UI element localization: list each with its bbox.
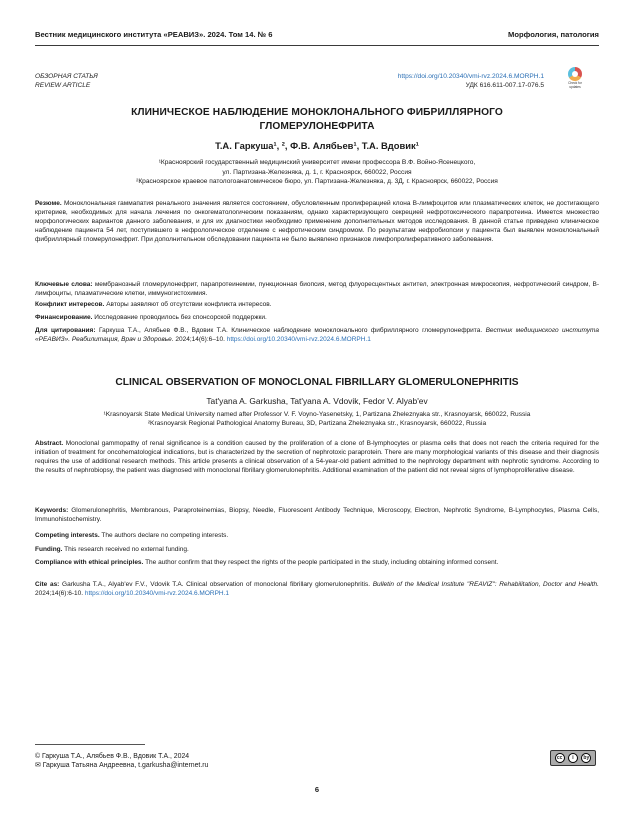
footnote-divider [35,744,145,745]
citation-ru-journal: Вестник медицинского института «РЕАВИЗ». Реабилитация, Врач и Здоровье. [35,327,599,344]
cc-license-badge[interactable] [550,750,596,766]
abstract-en-label: Abstract. [35,440,64,447]
keywords-ru [35,280,599,298]
journal-name: Вестник медицинского института «РЕАВИЗ». 2024. Том 14. № 6 [35,30,273,39]
contact-author: ✉ Гаркуша Татьяна Андреевна, t.garkusha@internet.ru [35,762,209,770]
affiliation-ru-2: ²Красноярское краевое патологоанатомическое бюро, ул. Партизана-Железняка, д. 3Д, г. Красноярск, 660022, Россия [136,178,498,186]
citation-en-journal: Bulletin of the Medical Institute "REAVIZ": Rehabilitation, Doctor and Health. [372,581,599,588]
citation-ru-label: Для цитирования: [35,327,96,334]
citation-ru-text: Гаркуша Т.А., Алябьев Ф.В., Вдовик Т.А. Клиническое наблюдение моноклонального фибриллярного гломерулонефрита. [98,327,483,334]
check-for-updates-label: Check for updates [568,81,582,89]
abstract-en [35,439,599,475]
keywords-ru-text: мембранозный гломерулонефрит, парапротеинемии, пункционная биопсия, метод флуоресцентных антител, электронная микроскопия, нефротический синдром, В-лимфоциты, плазматические клетки, иммуногистохимия. [35,281,600,298]
cc-icon: cc [555,753,565,763]
article-identifiers [398,73,544,90]
conflict-ru-label: Конфликт интересов. [35,301,105,308]
attribution-icon: i [568,753,578,763]
funding-en [35,545,599,554]
competing-en-text: The authors declare no competing interests. [101,532,229,539]
page-number: 6 [314,785,320,794]
title-ru-line1: КЛИНИЧЕСКОЕ НАБЛЮДЕНИЕ МОНОКЛОНАЛЬНОГО ФИБРИЛЛЯРНОГО [131,107,503,118]
citation-ru-issue: 2024;14(6):6–10. [175,336,225,344]
abstract-ru-label: Резюме. [35,200,62,207]
abstract-ru [35,199,599,244]
footer [35,752,208,771]
citation-ru-doi-link[interactable]: https://doi.org/10.20340/vmi-rvz.2024.6.MORPH.1 [226,336,371,344]
competing-en [35,531,599,540]
authors-en: Tat'yana A. Garkusha, Tat'yana A. Vdovik, Fedor V. Alyab'ev [206,396,428,406]
affiliation-en-1: ¹Krasnoyarsk State Medical University named after Professor V. F. Voyno-Yasenetsky, 1, Partizana Zheleznyaka str., Krasnoyarsk, 660022, Russia [103,411,531,418]
citation-en-doi-link[interactable]: https://doi.org/10.20340/vmi-rvz.2024.6.MORPH.1 [84,590,230,598]
doi-link[interactable]: https://doi.org/10.20340/vmi-rvz.2024.6.MORPH.1 [397,73,544,80]
article-type-ru: ОБЗОРНАЯ СТАТЬЯ [35,73,98,80]
title-en: CLINICAL OBSERVATION OF MONOCLONAL FIBRILLARY GLOMERULONEPHRITIS [115,377,519,388]
title-ru [60,106,574,134]
check-for-updates-button[interactable] [564,67,586,93]
funding-en-text: This research received no external funding. [64,546,189,553]
affiliations-ru [60,158,574,187]
citation-en-label: Cite as: [35,581,60,588]
citation-en-issue: 2024;14(6):6-10. [35,590,84,598]
ethics-en-text: The author confirm that they respect the rights of the people participated in the study, including obtaining informed consent. [145,559,499,566]
check-for-updates-icon [568,67,582,81]
section-name: Морфология, патология [508,30,599,39]
conflict-ru [35,300,599,309]
abstract-ru-text: Моноклональная гаммапатия ренального значения является состоянием, обусловленным пролиферацией клона В-лимфоцитов или плазматических клеток, не достигающего критериев, необходимых для начала лечения по онкогематологическим показаниям, однако характеризующего секрецией нефротоксического парапротеина. Имеется множество морфологических вариантов данного заболевания, и для их диагностики необходимо применение дополнительных методов исследования. В данной статье приведено клиническое наблюдение пациента 54 лет, поступившего в нефрологическое отделение с нефротическим синдромом. По результатам нефробиопсии у пациента был выявлен моноклональный фибриллярный гломерулонефрит. При дополнительном обследовании пациента не было выявлено признаков лимфопролиферативного заболевания. [35,200,599,244]
header-divider [35,45,599,46]
ethics-en-label: Compliance with ethical principles. [35,559,144,566]
by-icon: by [581,753,591,763]
keywords-en-text: Glomerulonephritis, Membranous, Paraproteinemias, Biopsy, Needle, Fluorescent Antibody Technique, Microscopy, Electron, Nephrotic Syndrome, B-Lymphocytes, Plasma Cells, Immunohistochemistry. [35,507,599,524]
conflict-ru-text: Авторы заявляют об отсутствии конфликта интересов. [106,301,272,308]
affiliation-en-2: ²Krasnoyarsk Regional Pathological Anatomy Bureau, 3D, Partizana Zheleznyaka str., Krasnoyarsk, 660022, Russia [147,419,487,427]
authors-ru: Т.А. Гаркуша¹, ², Ф.В. Алябьев¹, Т.А. Вдовик¹ [215,140,419,151]
article-type-en: REVIEW ARTICLE [35,81,91,89]
citation-en-text: Garkusha T.A., Alyab'ev F.V., Vdovik T.A. Clinical observation of monoclonal fibrillary glomerulonephritis. [62,581,371,588]
running-header [35,30,599,42]
abstract-en-text: Monoclonal gammopathy of renal significance is a condition caused by the proliferation of a clone of B-lymphocytes or plasma cells that does not reach the criteria required for the initiation of treatment for oncohematological indications, but is characterized by the secretion of nephrotoxic paraprotein. There are many morphological variants of this disease and their diagnosis requires the use of additional research methods. This article presents a clinical observation of a 54-year-old patient admitted to the nephrology department with nephrotic syndrome. According to the results of nephrobiopsy, the patient was diagnosed with monoclonal fibrillary glomerulonephritis. Additional examination of the patient did not reveal signs of lymphoproliferative disease. [35,440,599,475]
citation-ru [35,326,599,344]
funding-ru-text: Исследование проводилось без спонсорской поддержки. [94,314,267,321]
funding-ru-label: Финансирование. [35,314,93,321]
affiliation-ru-1-line1: ¹Красноярский государственный медицинский университет имени профессора В.Ф. Войно-Ясенецкого, [158,159,476,166]
funding-ru [35,313,599,322]
funding-en-label: Funding. [35,546,63,553]
competing-en-label: Competing interests. [35,532,100,539]
citation-en [35,580,599,598]
keywords-en-label: Keywords: [35,507,69,514]
article-type [35,73,98,90]
title-ru-line2: ГЛОМЕРУЛОНЕФРИТА [259,121,375,132]
udk-code: УДК 616.611-007.17-076.5 [465,81,544,89]
ethics-en [35,558,599,567]
copyright: © Гаркуша Т.А., Алябьев Ф.В., Вдовик Т.А., 2024 [35,753,190,760]
keywords-en [35,506,599,524]
affiliations-en [35,411,599,429]
keywords-ru-label: Ключевые слова: [35,281,93,288]
affiliation-ru-1-line2: ул. Партизана-Железняка, д. 1, г. Красноярск, 660022, Россия [222,168,412,176]
